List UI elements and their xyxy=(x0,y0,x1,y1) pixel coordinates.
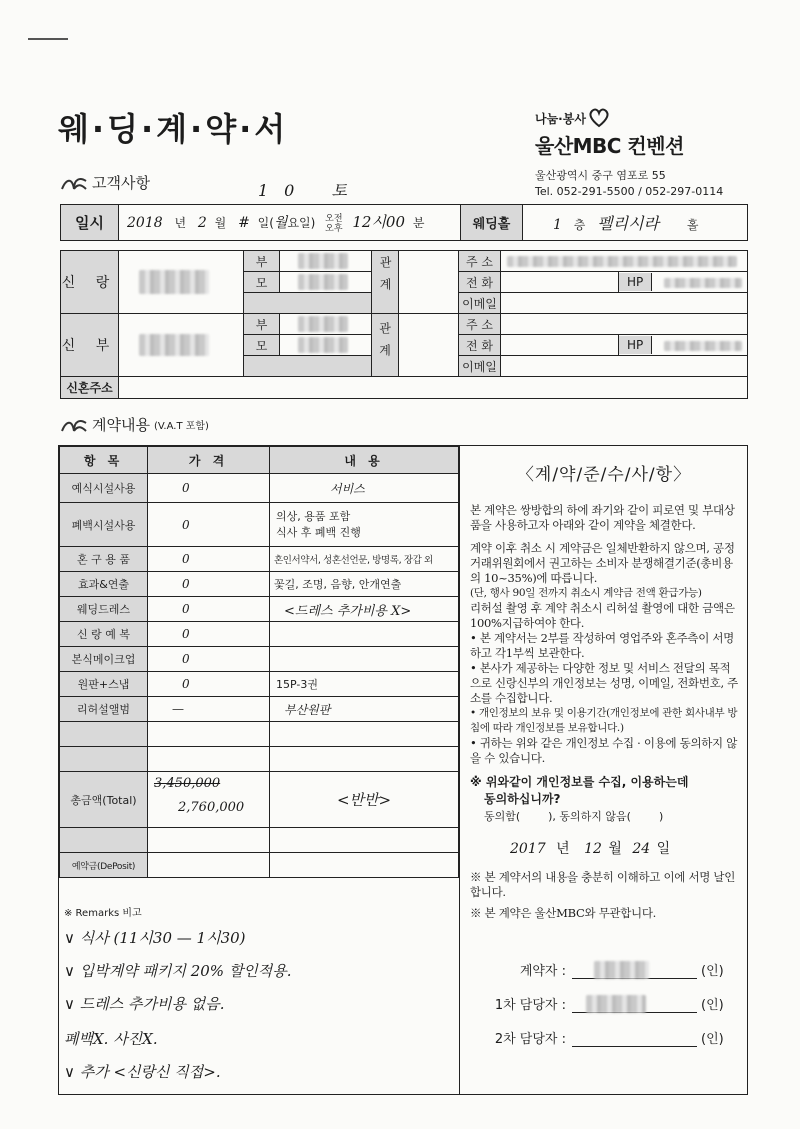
col-header-content: 내 용 xyxy=(270,447,459,474)
bride-name xyxy=(119,314,244,377)
item-price: 0 xyxy=(148,503,270,547)
bride-relation-value xyxy=(399,314,459,377)
groom-hp xyxy=(619,272,748,293)
leaf-bullet-icon xyxy=(60,175,88,191)
remarks-label: ※ Remarks 비고 xyxy=(64,908,142,919)
groom-address-label: 주 소 xyxy=(459,251,501,272)
company-block xyxy=(535,108,765,198)
date-time-unit: 분 xyxy=(412,216,425,231)
new-address-value xyxy=(119,377,748,399)
item-price: 0 xyxy=(148,597,270,622)
contract-heading xyxy=(60,414,209,435)
consent-question-2: 동의하십니까? xyxy=(484,792,561,806)
hall-floor-unit: 층 xyxy=(573,218,586,232)
date-month-unit: 월 xyxy=(214,216,227,231)
item-label: 웨딩드레스 xyxy=(60,597,148,622)
contract-divider xyxy=(459,446,460,1094)
item-content: 서비스 xyxy=(270,474,459,503)
total-note: <반반> xyxy=(270,772,459,828)
groom-father-redacted xyxy=(298,253,348,269)
items-table xyxy=(59,446,459,878)
manager2-line xyxy=(572,1027,697,1047)
heart-logo-icon xyxy=(588,108,610,128)
bride-phone-label: 전 화 xyxy=(459,335,501,356)
blank-content xyxy=(270,747,459,772)
date-time: 12시00 xyxy=(352,213,406,232)
groom-mother-label: 모 xyxy=(244,272,280,293)
contractor-redacted xyxy=(594,961,649,979)
item-content: 부산원판 xyxy=(270,697,459,722)
bride-spacer xyxy=(244,356,372,377)
contract-date-year: 2017 xyxy=(510,841,546,857)
groom-phone-value xyxy=(501,272,619,293)
remarks-block xyxy=(64,904,454,1082)
contract-date-year-unit: 년 xyxy=(556,841,570,857)
terms-note-2: ※ 본 계약은 울산MBC와 무관합니다. xyxy=(470,906,657,920)
manager1-row xyxy=(480,986,740,1020)
groom-hp-redacted xyxy=(664,278,742,288)
customer-heading-text: 고객사항 xyxy=(92,174,150,192)
date-weekday: 월 xyxy=(273,215,288,232)
bride-relation-text: 관계 xyxy=(377,321,392,366)
new-address-label: 신혼주소 xyxy=(61,377,119,399)
item-content-line2: 식사 후 폐백 진행 xyxy=(276,525,361,539)
groom-relation-text: 관계 xyxy=(378,255,392,300)
groom-father-name xyxy=(280,251,372,272)
date-year: 2018 xyxy=(127,215,163,232)
terms-bullet-3: • 개인정보의 보유 및 이용기간(개인정보에 관한 회사내부 방침에 따라 개인정보를 보유합니다.) xyxy=(470,707,738,734)
item-content: 꽃길, 조명, 음향, 안개연출 xyxy=(270,572,459,597)
bride-phone-value xyxy=(501,335,619,356)
manager2-seal: (인) xyxy=(701,1031,724,1047)
bride-father-redacted xyxy=(298,316,348,332)
contract-date-month: 12 xyxy=(584,841,602,857)
terms-cancel-2: (단, 행사 90일 전까지 취소시 계약금 전액 환급가능) xyxy=(470,587,702,599)
bride-label: 신 부 xyxy=(61,314,119,377)
bride-address-label: 주 소 xyxy=(459,314,501,335)
bride-hp xyxy=(619,335,748,356)
hand-note-date: 10 토 xyxy=(258,181,363,200)
bride-father-label: 부 xyxy=(244,314,280,335)
date-am: 오전 xyxy=(325,213,343,224)
page-title: 웨·딩·계·약·서 xyxy=(58,110,289,148)
remark-line: ∨ 드레스 추가비용 없음. xyxy=(64,995,225,1013)
item-content: <드레스 추가비용 X> xyxy=(270,597,459,622)
contractor-seal: (인) xyxy=(701,963,724,979)
deposit-price xyxy=(148,853,270,878)
date-day-unit: 일( xyxy=(257,216,274,231)
terms-title: 〈계/약/준/수/사/항〉 xyxy=(516,465,692,485)
terms-block xyxy=(470,460,738,921)
terms-bullet-4-text: 귀하는 위와 같은 개인정보 수집 · 이용에 동의하지 않을 수 있습니다. xyxy=(470,736,738,765)
blank-label xyxy=(60,828,148,853)
manager1-line xyxy=(572,993,697,1013)
terms-bullet-3-text: 개인정보의 보유 및 이용기간(개인정보에 관한 회사내부 방침에 따라 개인정보를 보유합니다.) xyxy=(470,707,738,734)
remark-line: ∨ 입박계약 패키지 20% 할인적용. xyxy=(64,962,292,980)
item-label: 폐백시설사용 xyxy=(60,503,148,547)
hall-name: 펠리시라 xyxy=(597,214,659,233)
blank-label xyxy=(60,722,148,747)
date-year-unit: 년 xyxy=(174,216,187,231)
deposit-label: 예약금(DePosit) xyxy=(60,853,148,878)
groom-name xyxy=(119,251,244,314)
terms-bullet-2-text: 본사가 제공하는 다양한 정보 및 서비스 전달의 목적으로 신랑신부의 개인정보는 성명, 이메일, 전화번호, 주소를 수집합니다. xyxy=(470,661,738,705)
contract-vat: (V.A.T 포함) xyxy=(153,421,209,432)
consent-question-1: ※ 위와같이 개인정보를 수집, 이용하는데 xyxy=(470,775,689,789)
blank-price xyxy=(148,722,270,747)
manager1-seal: (인) xyxy=(701,997,724,1013)
deposit-content xyxy=(270,853,459,878)
item-price: 0 xyxy=(148,474,270,503)
groom-hp-label: HP xyxy=(619,273,652,291)
company-address: 울산광역시 중구 염포로 55 xyxy=(535,169,666,182)
contract-date-day-unit: 일 xyxy=(656,841,671,857)
groom-relation-label xyxy=(372,251,399,314)
stray-mark xyxy=(28,38,68,40)
item-label: 원판+스냅 xyxy=(60,672,148,697)
bride-email-value xyxy=(501,356,748,377)
total-struck: 3,450,000 xyxy=(154,776,221,791)
item-content: 15P-3권 xyxy=(270,672,459,697)
blank-price xyxy=(148,747,270,772)
item-label: 신 랑 예 복 xyxy=(60,622,148,647)
item-label: 효과&연출 xyxy=(60,572,148,597)
item-content xyxy=(270,503,459,547)
contract-date-month-unit: 월 xyxy=(608,841,622,857)
date-month: 2 xyxy=(197,215,207,232)
company-name: 울산MBC 컨벤션 xyxy=(535,134,684,158)
company-tel: Tel. 052-291-5500 / 052-297-0114 xyxy=(535,185,724,198)
blank-content xyxy=(270,828,459,853)
bride-father-name xyxy=(280,314,372,335)
remark-line: ∨ 식사 (11시30 — 1시30) xyxy=(64,929,246,947)
groom-email-value xyxy=(501,293,748,314)
item-price: 0 xyxy=(148,547,270,572)
manager1-label: 1차 담당자 : xyxy=(494,997,566,1013)
terms-bullet-1: • 본 계약서는 2부를 작성하여 영업주와 혼주측이 서명하고 각1부씩 보관한다. xyxy=(470,631,734,660)
blank-content xyxy=(270,722,459,747)
item-price: 0 xyxy=(148,672,270,697)
date-label: 일시 xyxy=(61,205,119,241)
bride-hp-label: HP xyxy=(619,336,652,354)
date-pm: 오후 xyxy=(325,223,343,234)
customer-heading xyxy=(60,172,150,193)
col-header-price: 가 격 xyxy=(148,447,270,474)
manager2-row xyxy=(480,1020,740,1054)
hall-unit: 홀 xyxy=(686,218,699,232)
contract-date-day: 24 xyxy=(632,841,651,857)
hall-fields xyxy=(523,205,748,241)
date-row xyxy=(60,204,748,241)
bride-mother-redacted xyxy=(298,337,348,353)
consent-question xyxy=(470,774,738,808)
bride-mother-label: 모 xyxy=(244,335,280,356)
leaf-bullet-icon xyxy=(60,417,88,433)
terms-intro: 본 계약은 쌍방합의 하에 좌기와 같이 피로연 및 부대상품을 사용하고자 아래와 같이 계약을 체결한다. xyxy=(470,503,735,532)
groom-relation-value xyxy=(399,251,459,314)
terms-bullet-4: • 귀하는 위와 같은 개인정보 수집 · 이용에 동의하지 않을 수 있습니다. xyxy=(470,736,738,765)
item-label: 리허설앨범 xyxy=(60,697,148,722)
total-label: 총금액(Total) xyxy=(60,772,148,828)
hall-floor: 1 xyxy=(553,217,562,233)
groom-mother-redacted xyxy=(298,274,348,290)
groom-spacer xyxy=(244,293,372,314)
bride-relation-label xyxy=(372,314,399,377)
bride-mother-name xyxy=(280,335,372,356)
bride-hp-redacted xyxy=(664,341,742,351)
item-label: 본식메이크업 xyxy=(60,647,148,672)
item-label: 예식시설사용 xyxy=(60,474,148,503)
parties-table xyxy=(60,250,748,399)
blank-label xyxy=(60,747,148,772)
blank-price xyxy=(148,828,270,853)
total-final: 2,760,000 xyxy=(178,800,245,815)
date-weekday-unit: 요일) xyxy=(287,216,316,231)
terms-bullet-1-text: 본 계약서는 2부를 작성하여 영업주와 혼주측이 서명하고 각1부씩 보관한다. xyxy=(470,631,734,660)
contractor-label: 계약자 : xyxy=(519,963,566,979)
groom-father-label: 부 xyxy=(244,251,280,272)
item-content xyxy=(270,622,459,647)
item-content: 혼인서약서, 성혼선언문, 방명록, 장갑 외 xyxy=(270,547,459,572)
col-header-item: 항 목 xyxy=(60,447,148,474)
groom-address-value xyxy=(501,251,748,272)
terms-cancel-1: 계약 이후 취소 시 계약금은 일체반환하지 않으며, 공정거래위원회에서 권고하는 소비자 분쟁해결기준(총비용의 10~35%)에 따릅니다. xyxy=(470,541,735,585)
item-price: 0 xyxy=(148,622,270,647)
item-price: 0 xyxy=(148,647,270,672)
terms-cancel-3: 리허설 촬영 후 계약 취소시 리허설 촬영에 대한 금액은 100%지급하여야 한다. xyxy=(470,601,735,630)
total-price xyxy=(148,772,270,828)
bride-email-label: 이메일 xyxy=(459,356,501,377)
contract-heading-text: 계약내용 xyxy=(92,416,150,434)
groom-label: 신 랑 xyxy=(61,251,119,314)
groom-mother-name xyxy=(280,272,372,293)
date-fields xyxy=(119,205,461,241)
contractor-row xyxy=(480,952,740,986)
bride-name-redacted xyxy=(139,334,209,356)
groom-name-redacted xyxy=(139,270,209,294)
groom-address-redacted xyxy=(507,256,737,267)
remark-line: ∨ 추가 <신랑신 직접>. xyxy=(64,1063,221,1081)
item-content-line1: 의상, 용품 포함 xyxy=(276,509,351,523)
company-tagline: 나눔·봉사 xyxy=(535,111,586,126)
groom-email-label: 이메일 xyxy=(459,293,501,314)
hall-label: 웨딩홀 xyxy=(461,205,523,241)
date-day: # xyxy=(238,215,250,232)
terms-note-1: ※ 본 계약서의 내용을 충분히 이해하고 이에 서명 날인합니다. xyxy=(470,870,736,899)
bride-address-value xyxy=(501,314,748,335)
remark-line: 폐백X. 사진X. xyxy=(64,1030,158,1048)
terms-bullet-2: • 본사가 제공하는 다양한 정보 및 서비스 전달의 목적으로 신랑신부의 개인정보는 성명, 이메일, 전화번호, 주소를 수집합니다. xyxy=(470,661,738,705)
consent-options[interactable]: 동의함( ), 동의하지 않음( ) xyxy=(484,810,664,823)
contractor-line xyxy=(572,959,697,979)
item-price: 0 xyxy=(148,572,270,597)
item-price: — xyxy=(148,697,270,722)
groom-phone-label: 전 화 xyxy=(459,272,501,293)
item-content xyxy=(270,647,459,672)
item-label: 혼 구 용 품 xyxy=(60,547,148,572)
manager1-redacted xyxy=(586,995,646,1013)
contract-date xyxy=(470,838,738,858)
date-ampm xyxy=(325,214,342,234)
signature-block xyxy=(480,952,740,1054)
manager2-label: 2차 담당자 : xyxy=(494,1031,566,1047)
